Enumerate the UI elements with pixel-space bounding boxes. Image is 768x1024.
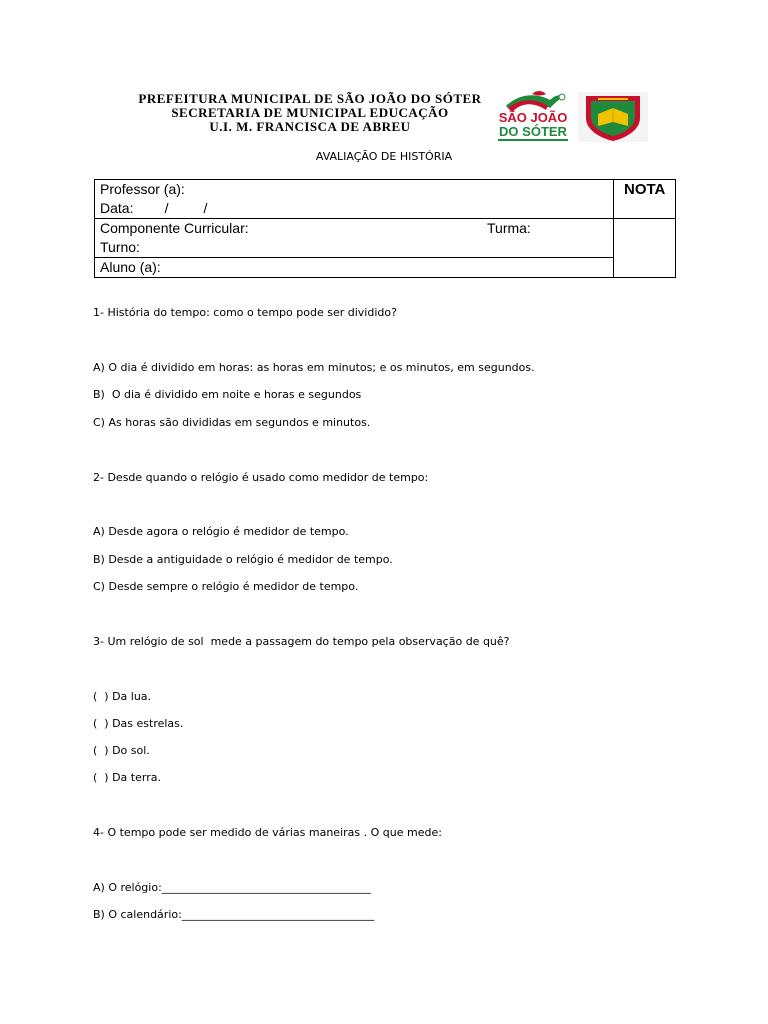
question-1-option-c: C) As horas são divididas em segundos e minutos. — [93, 416, 371, 429]
student-label: Aluno (a): — [100, 259, 161, 275]
question-4: 4- O tempo pode ser medido de várias maneiras . O que mede: — [93, 826, 442, 839]
question-3-option-2: ( ) Das estrelas. — [93, 717, 184, 730]
question-1-option-a: A) O dia é dividido em horas: as horas em minutos; e os minutos, em segundos. — [93, 361, 535, 374]
table-divider-nota — [613, 218, 675, 219]
city-logo-text-2: DO SÓTER — [499, 124, 567, 139]
question-4-option-a: A) O relógio:______________________________________ — [93, 881, 371, 894]
exam-title: AVALIAÇÃO DE HISTÓRIA — [315, 150, 453, 163]
table-divider-vertical — [613, 180, 614, 277]
question-4-option-b: B) O calendário:___________________________________ — [93, 908, 375, 921]
shift-label: Turno: — [100, 239, 140, 255]
table-divider-2 — [95, 257, 613, 258]
city-logo — [492, 88, 574, 142]
header-line-secretaria: SECRETARIA DE MUNICIPAL EDUCAÇÃO — [171, 105, 449, 120]
question-3-option-3: ( ) Do sol. — [93, 744, 150, 757]
question-1-option-b: B) O dia é dividido em noite e horas e segundos — [93, 388, 362, 401]
date-label: Data: / / — [100, 200, 208, 216]
school-header — [130, 92, 490, 134]
question-1: 1- História do tempo: como o tempo pode ser dividido? — [93, 306, 397, 319]
city-logo-text-1: SÃO JOÃO — [498, 110, 568, 125]
question-3-option-4: ( ) Da terra. — [93, 771, 161, 784]
question-3-option-1: ( ) Da lua. — [93, 690, 152, 703]
question-2: 2- Desde quando o relógio é usado como medidor de tempo: — [93, 471, 429, 484]
table-divider-1 — [95, 218, 613, 219]
question-2-option-b: B) Desde a antiguidade o relógio é medidor de tempo. — [93, 553, 393, 566]
school-crest-logo — [578, 92, 648, 142]
question-2-option-c: C) Desde sempre o relógio é medidor de tempo. — [93, 580, 359, 593]
question-2-option-a: A) Desde agora o relógio é medidor de tempo. — [93, 525, 349, 538]
header-line-prefeitura: PREFEITURA MUNICIPAL DE SÃO JOÃO DO SÓTER — [138, 91, 482, 106]
subject-label: Componente Curricular: — [100, 220, 249, 236]
teacher-label: Professor (a): — [100, 181, 185, 197]
class-label: Turma: — [487, 220, 531, 236]
student-info-table — [94, 179, 676, 278]
grade-label: NOTA — [624, 181, 666, 198]
header-line-school: U.I. M. FRANCISCA DE ABREU — [209, 119, 411, 134]
question-3: 3- Um relógio de sol mede a passagem do tempo pela observação de quê? — [93, 635, 510, 648]
